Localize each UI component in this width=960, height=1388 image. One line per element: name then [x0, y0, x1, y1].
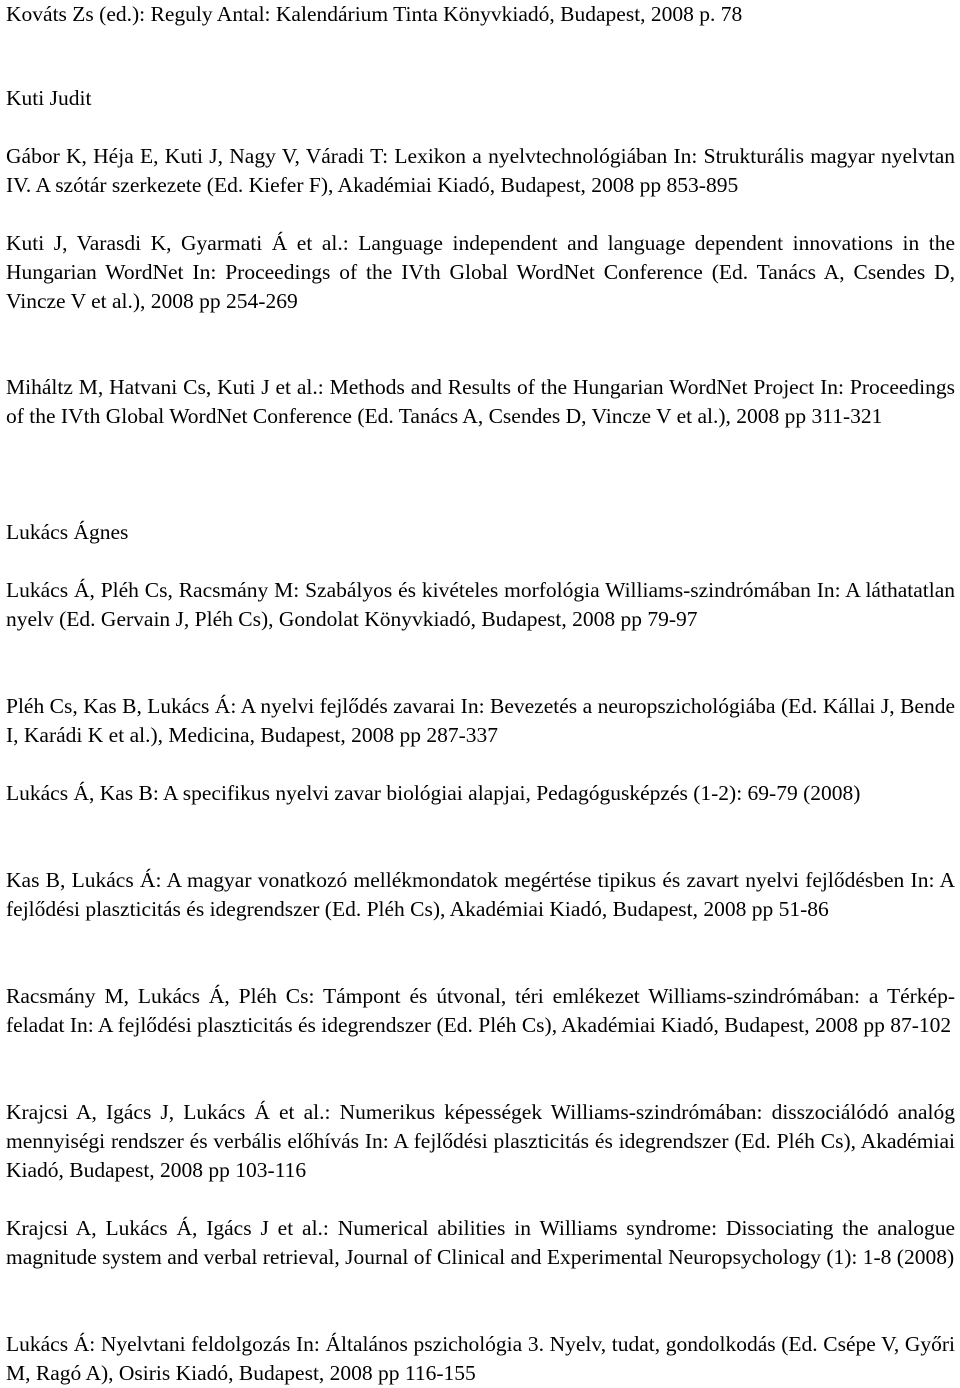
reference-entry: Kováts Zs (ed.): Reguly Antal: Kalendárium Tinta Könyvkiadó, Budapest, 2008 p. 78	[6, 2, 743, 26]
reference-entry: Gábor K, Héja E, Kuti J, Nagy V, Váradi T: Lexikon a nyelvtechnológiában In: Strukturális magyar nyelvtan IV. A szótár szerkezete (Ed. Kiefer F), Akadémiai Kiadó, Budapest, 2008 pp 853-895	[6, 144, 955, 197]
reference-entry: Pléh Cs, Kas B, Lukács Á: A nyelvi fejlődés zavarai In: Bevezetés a neuropszichológiába (Ed. Kállai J, Bende I, Karádi K et al.), Medicina, Budapest, 2008 pp 287-337	[6, 694, 955, 747]
reference-entry: Kuti J, Varasdi K, Gyarmati Á et al.: Language independent and language dependent innovations in the Hungarian WordNet In: Proceedings of the IVth Global WordNet Conference (Ed. Tanács A, Csendes D, Vincze V et al.), 2008 pp 254-269	[6, 231, 955, 313]
author-heading: Kuti Judit	[6, 86, 92, 110]
reference-entry: Lukács Á, Pléh Cs, Racsmány M: Szabályos és kivételes morfológia Williams-szindrómában In: A láthatatlan nyelv (Ed. Gervain J, Pléh Cs), Gondolat Könyvkiadó, Budapest, 2008 pp 79-97	[6, 578, 955, 631]
reference-entry: Lukács Á: Nyelvtani feldolgozás In: Általános pszichológia 3. Nyelv, tudat, gondolkodás (Ed. Csépe V, Győri M, Ragó A), Osiris Kiadó, Budapest, 2008 pp 116-155	[6, 1332, 955, 1385]
reference-entry: Kas B, Lukács Á: A magyar vonatkozó mellékmondatok megértése tipikus és zavart nyelvi fejlődésben In: A fejlődési plaszticitás és idegrendszer (Ed. Pléh Cs), Akadémiai Kiadó, Budapest, 2008 pp 51-86	[6, 868, 955, 921]
reference-entry: Miháltz M, Hatvani Cs, Kuti J et al.: Methods and Results of the Hungarian WordNet Project In: Proceedings of the IVth Global WordNet Conference (Ed. Tanács A, Csendes D, Vincze V et al.), 2008 pp 311-321	[6, 375, 955, 428]
reference-entry: Racsmány M, Lukács Á, Pléh Cs: Támpont és útvonal, téri emlékezet Williams-szindrómában: a Térkép-feladat In: A fejlődési plaszticitás és idegrendszer (Ed. Pléh Cs), Akadémiai Kiadó, Budapest, 2008 pp 87-102	[6, 984, 955, 1037]
author-heading: Lukács Ágnes	[6, 520, 129, 544]
reference-entry: Lukács Á, Kas B: A specifikus nyelvi zavar biológiai alapjai, Pedagógusképzés (1-2): 69-79 (2008)	[6, 781, 861, 805]
reference-entry: Krajcsi A, Lukács Á, Igács J et al.: Numerical abilities in Williams syndrome: Dissociating the analogue magnitude system and verbal retrieval, Journal of Clinical and Experimental Neuropsychology (1): 1-8 (2008)	[6, 1216, 955, 1269]
reference-entry: Krajcsi A, Igács J, Lukács Á et al.: Numerikus képességek Williams-szindrómában: disszociálódó analóg mennyiségi rendszer és verbális előhívás In: A fejlődési plaszticitás és idegrendszer (Ed. Pléh Cs), Akadémiai Kiadó, Budapest, 2008 pp 103-116	[6, 1100, 955, 1182]
